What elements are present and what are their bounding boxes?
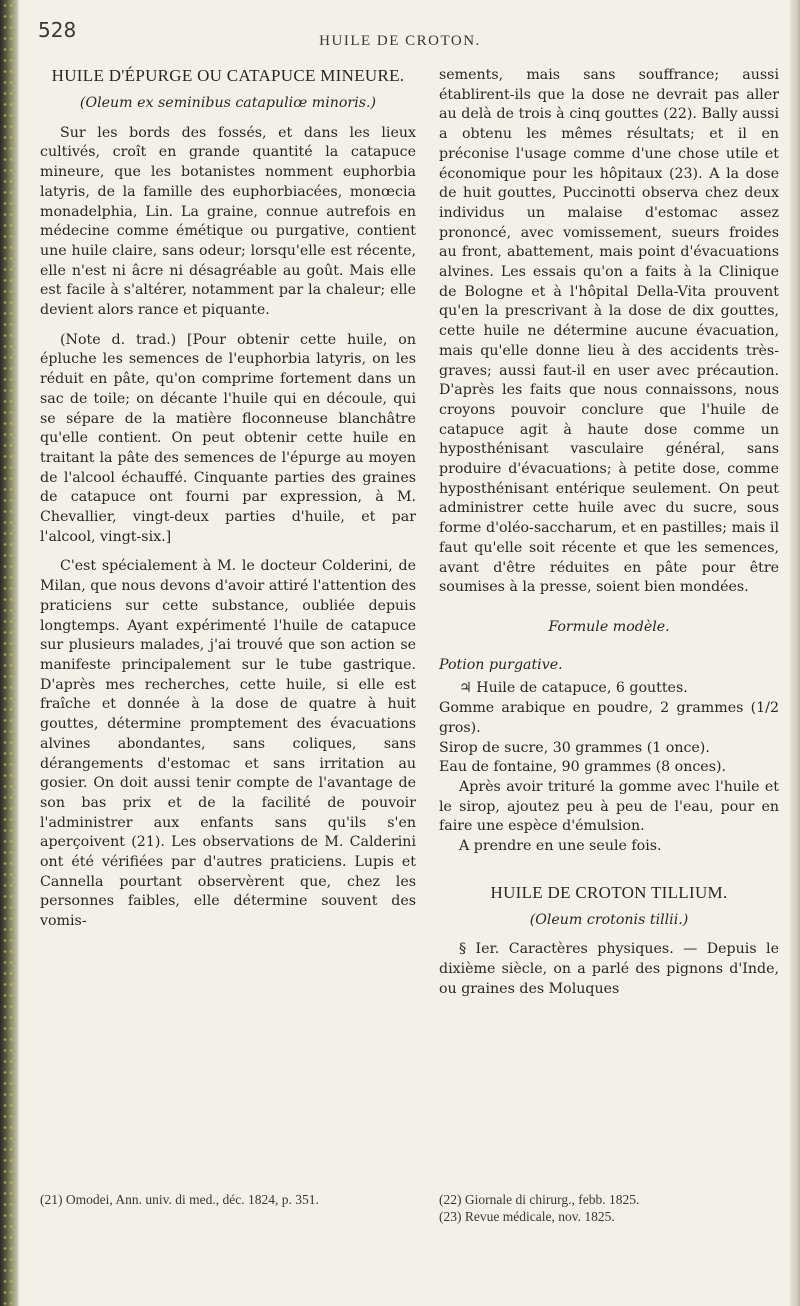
right-column <box>439 66 779 1000</box>
latin-name-epurge: (Oleum ex seminibus catapuliœ minoris.) <box>79 95 377 111</box>
footnote: (22) Giornale di chirurg., febb. 1825. <box>439 1192 640 1207</box>
recipe-line: Sirop de sucre, 30 grammes (1 once). <box>439 739 710 756</box>
page-edge <box>790 0 800 1306</box>
footnote: (23) Revue médicale, nov. 1825. <box>439 1209 615 1224</box>
footnotes-right <box>439 1191 779 1225</box>
book-binding <box>0 0 18 1306</box>
instructions: Après avoir trituré la gomme avec l'huile et le sirop, ajoutez peu à peu de l'eau, pour en faire une espèce d'émulsion. <box>439 778 779 835</box>
latin-name-croton: (Oleum crotonis tillii.) <box>529 911 689 928</box>
binding-texture <box>2 0 14 1306</box>
recipe-line: Gomme arabique en poudre, 2 grammes (1/2 gros). <box>439 700 779 736</box>
paragraph: C'est spécialement à M. le docteur Colderini, de Milan, que nous devons d'avoir attiré l'attention des praticiens sur cette substance, oubliée depuis longtemps. Ayant expérimenté l'huile de catapuce sur plusieurs malades, j'ai trouvé que son action se manifeste principalement sur le tube gastrique. D'après mes recherches, cette huile, si elle est fraîche et donnée à la dose de quatre à huit gouttes, détermine promptement des évacuations alvines abondantes, sans coliques, sans dérangements d'estomac et sans irritation au gosier. On doit aussi tenir compte de l'avantage de son bas prix et de la facilité de pouvoir l'administrer aux enfants sans qu'ils s'en aperçoivent (21). Les observations de M. Calderini ont été vérifiées par d'autres praticiens. Lupis et Cannella pourtant observèrent que, chez les personnes faibles, elle détermine souvent des vomis- <box>40 558 416 930</box>
section-intro: § Ier. Caractères physiques. — Depuis le dixième siècle, on a parlé des pignons d'Inde, ou graines des Moluques <box>439 941 779 997</box>
translator-note: (Note d. trad.) [Pour obtenir cette huile, on épluche les semences de l'euphorbia latyris, on les réduit en pâte, qu'on comprime fortement dans un sac de toile; on décante l'huile qui en découle, qui se sépare de la matière floconneuse blanchâtre qu'elle contient. On peut obtenir cette huile en traitant la pâte des semences de l'épurge au moyen de l'alcool échauffé. Cinquante parties des graines de catapuce ont fourni par expression, à M. Chevallier, vingt-deux parties d'huile, et par l'alcool, vingt-six.] <box>40 331 416 545</box>
paragraph: sements, mais sans souffrance; aussi établirent-ils que la dose ne devrait pas aller au delà de trois à cinq gouttes (22). Bally aussi a obtenu les mêmes résultats; et il en préconise l'usage comme d'une chose utile et économique pour les hôpitaux (23). A la dose de huit gouttes, Puccinotti observa chez deux individus un malaise d'estomac assez prononcé, avec vomissement, sueurs froides au front, abattement, mais point d'évacuations alvines. Les essais qu'on a faits à la Clinique de Bologne et à l'hôpital Della-Vita prouvent qu'en la prescrivant à la dose de dix gouttes, cette huile ne détermine aucune évacuation, mais qu'elle donne lieu à des accidents très-graves; aussi faut-il en user avec précaution. D'après les faits que nous connaissons, nous croyons pouvoir conclure que l'huile de catapuce agit à haute dose comme un hyposthénisant vasculaire général, sans produire d'évacuations; à petite dose, comme hyposthénisant entérique seulement. On peut administrer cette huile avec du sucre, sous forme d'oléo-saccharum, et en pastilles; mais il faut qu'elle soit récente et que les semences, avant d'être réduites en pâte pour être soumises à la presse, soient bien mondées. <box>439 67 779 596</box>
left-column <box>40 66 416 932</box>
page-number: 528 <box>38 18 77 42</box>
formula-heading: Formule modèle. <box>548 618 670 635</box>
dosage: A prendre en une seule fois. <box>459 838 662 855</box>
recipe-line: Eau de fontaine, 90 grammes (8 onces). <box>439 759 727 776</box>
paragraph: Sur les bords des fossés, et dans les lieux cultivés, croît en grande quantité la catapuce mineure, que les botanistes nomment euphorbia latyris, de la famille des euphorbiacées, monœcia monadelphia, Lin. La graine, connue autrefois en médecine comme émétique ou purgative, contient une huile claire, sans odeur; lorsqu'elle est récente, elle n'est ni âcre ni désagréable au goût. Mais elle est facile à s'altérer, notamment par la chaleur; elle devient alors rance et piquante. <box>40 124 416 319</box>
section-title-epurge: HUILE D'ÉPURGE OU CATAPUCE MINEURE. <box>51 66 405 85</box>
footnotes-left <box>40 1191 416 1208</box>
footnote: (21) Omodei, Ann. univ. di med., déc. 1824, p. 351. <box>40 1192 319 1207</box>
running-head: HUILE DE CROTON. <box>319 33 481 49</box>
section-title-croton: HUILE DE CROTON TILLIUM. <box>490 882 728 902</box>
recipe-line: ♃ Huile de catapuce, 6 gouttes. <box>459 680 688 697</box>
potion-heading: Potion purgative. <box>439 656 563 673</box>
